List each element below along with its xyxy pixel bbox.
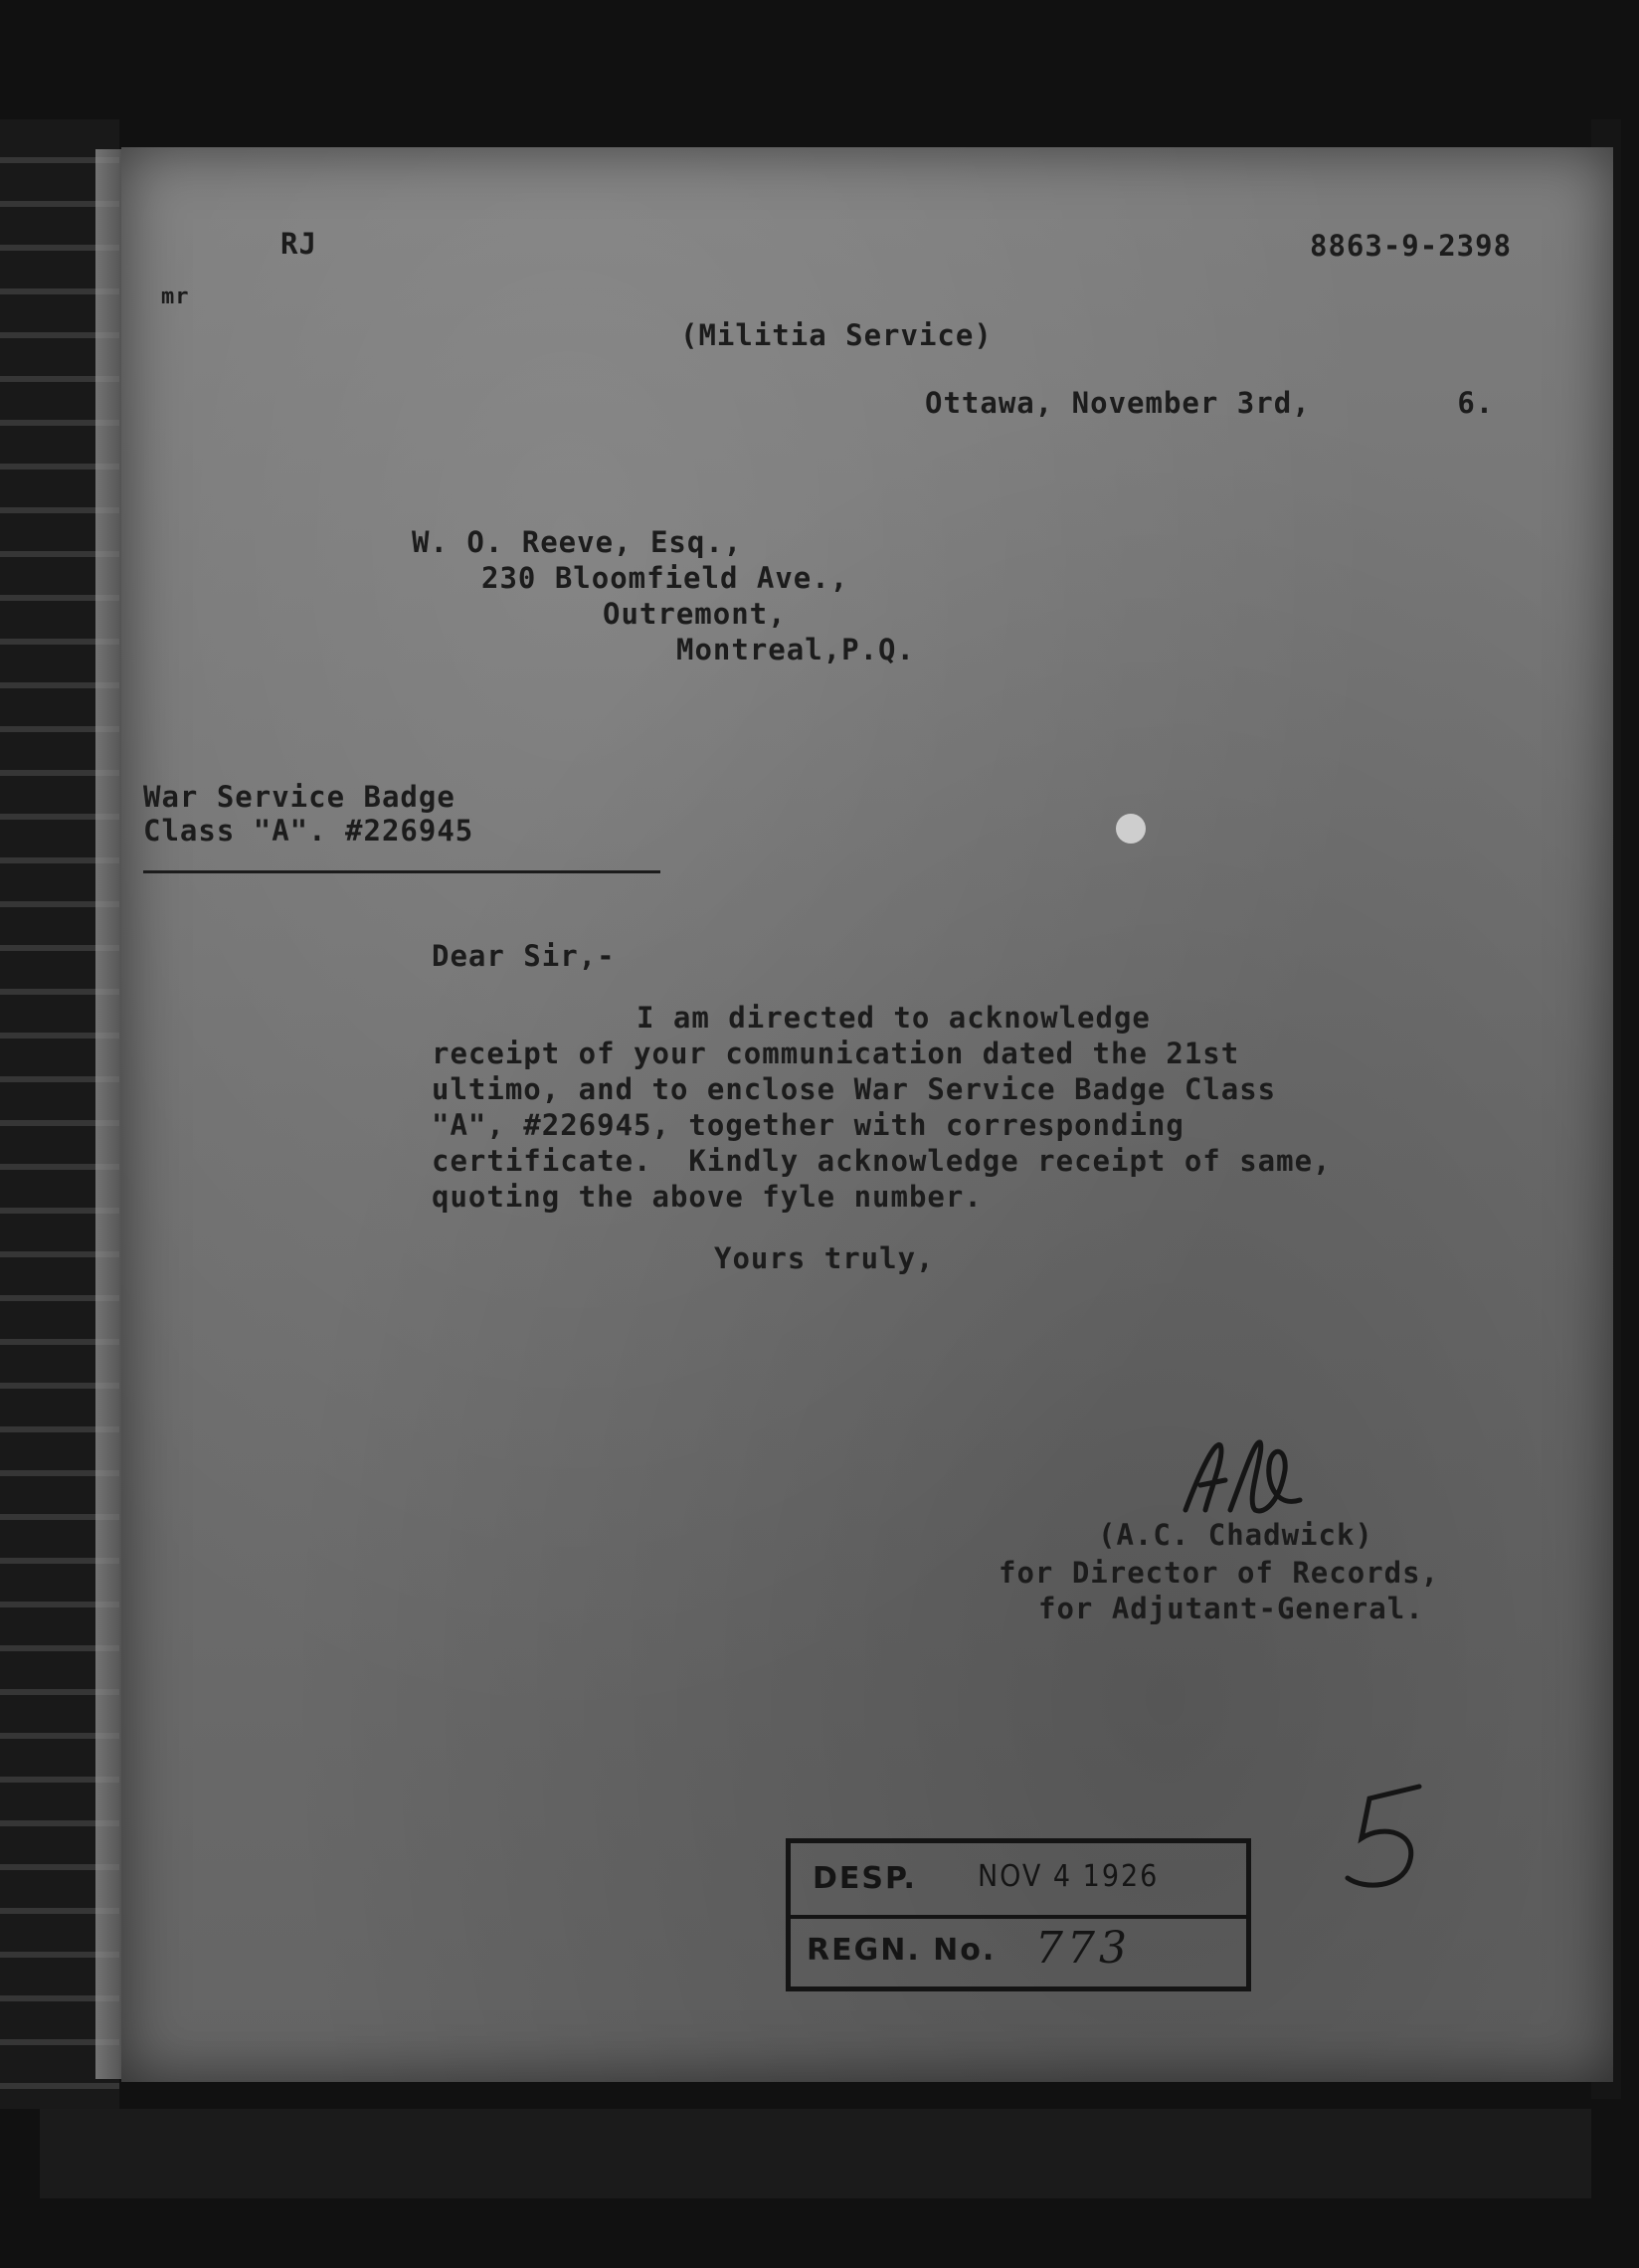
handwritten-initials-signature	[1176, 1430, 1305, 1520]
dateline: Ottawa, November 3rd, 6.	[925, 386, 1495, 420]
body-line-2: receipt of your communication dated the 21st	[432, 1037, 1240, 1070]
subject-line-2: Class "A". #226945	[143, 814, 474, 848]
recipient-street: 230 Bloomfield Ave.,	[481, 561, 849, 595]
stamp-regn-label: REGN. No.	[807, 1933, 997, 1968]
body-line-5: certificate. Kindly acknowledge receipt of same,	[432, 1144, 1332, 1178]
stamp-desp-label: DESP.	[813, 1861, 917, 1896]
handwritten-page-number	[1340, 1779, 1439, 1898]
recipient-district: Outremont,	[603, 597, 787, 631]
file-number: 8863-9-2398	[1310, 229, 1513, 263]
body-line-4: "A", #226945, together with corresponding	[432, 1108, 1184, 1142]
film-bottom-strip	[40, 2109, 1591, 2198]
signatory-name: (A.C. Chadwick)	[1098, 1518, 1373, 1552]
signatory-title-2: for Adjutant-General.	[1038, 1592, 1424, 1625]
service-heading: (Militia Service)	[680, 318, 993, 352]
body-line-6: quoting the above fyle number.	[432, 1180, 983, 1214]
secondary-initials: mr	[161, 284, 190, 309]
subject-line-1: War Service Badge	[143, 780, 455, 814]
typist-initials: RJ	[280, 227, 317, 261]
recipient-city: Montreal,P.Q.	[676, 633, 915, 666]
registry-stamp	[786, 1838, 1251, 1991]
body-line-1: I am directed to acknowledge	[637, 1001, 1151, 1035]
stamp-regn-row	[791, 1915, 1246, 1986]
closing: Yours truly,	[714, 1241, 935, 1275]
paper-stain	[1116, 814, 1146, 844]
letter-page	[121, 147, 1613, 2082]
stamp-desp-row	[791, 1843, 1246, 1919]
stamp-regn-number: 773	[1035, 1923, 1131, 1974]
salutation: Dear Sir,-	[432, 939, 616, 973]
subject-underline	[143, 870, 660, 873]
body-line-3: ultimo, and to enclose War Service Badge Class	[432, 1072, 1277, 1106]
stamp-desp-date: NOV 4 1926	[978, 1859, 1160, 1894]
signatory-title-1: for Director of Records,	[999, 1556, 1440, 1590]
recipient-name: W. O. Reeve, Esq.,	[412, 525, 743, 559]
